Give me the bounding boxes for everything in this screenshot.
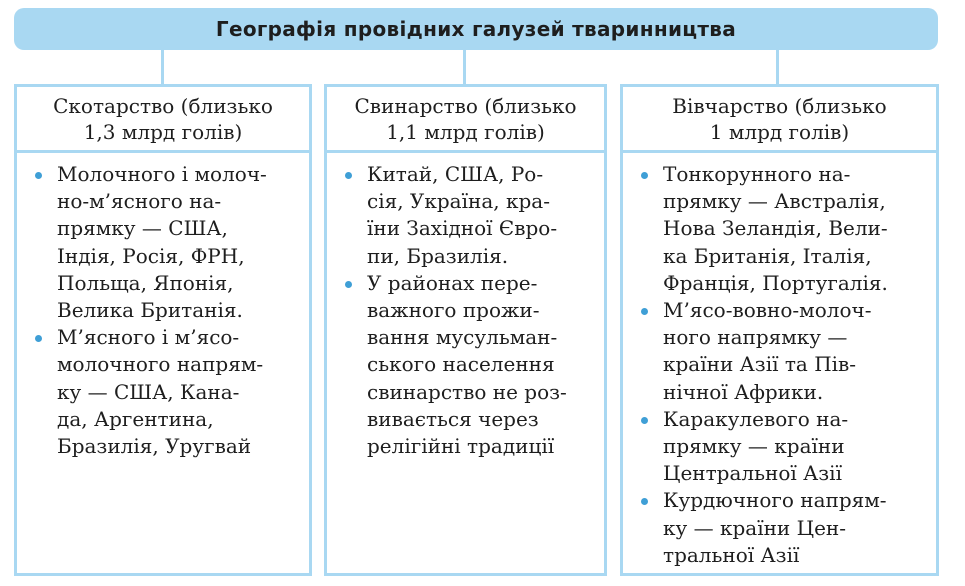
- list-item-line: нічної Африки.: [663, 379, 824, 404]
- column-heading-line: 1,3 млрд голів): [83, 119, 243, 144]
- list-item-line: Центральної Азії: [663, 461, 842, 486]
- column-heading-line: Скотарство (близько: [53, 93, 273, 118]
- list-item-line: Китай, США, Ро-: [367, 162, 544, 186]
- column-heading: [327, 87, 604, 153]
- column-heading-line: Вівчарство (близько: [672, 93, 887, 118]
- list-item-line: У районах пере-: [367, 270, 538, 295]
- list-item-line: М’ясного і м’ясо-: [57, 325, 240, 350]
- list-item-line: прямку — країни: [663, 434, 845, 459]
- list-item: [341, 270, 594, 460]
- list-item-line: Тонкорунного на-: [663, 162, 851, 186]
- column-heading-line: 1,1 млрд голів): [386, 119, 545, 144]
- list-item-line: Польща, Японія,: [57, 270, 234, 295]
- connector-line-1: [161, 50, 164, 84]
- list-item-line: тральної Азії: [663, 542, 800, 567]
- list-item-line: пи, Бразилія.: [367, 243, 509, 268]
- column-heading: [17, 87, 309, 153]
- bullet-dot-icon: [35, 172, 42, 179]
- bullet-dot-icon: [641, 172, 648, 179]
- column-body: [17, 153, 309, 460]
- list-item-line: сія, Україна, кра-: [367, 189, 550, 214]
- list-item-line: Індія, Росія, ФРН,: [57, 243, 245, 268]
- column-sheep: [620, 84, 939, 576]
- connector-line-2: [463, 50, 466, 84]
- column-heading: [623, 87, 936, 153]
- list-item-line: країни Азії та Пів-: [663, 352, 857, 377]
- list-item: [637, 487, 926, 569]
- connector-line-3: [776, 50, 779, 84]
- list-item-line: ку — США, Кана-: [57, 379, 240, 404]
- list-item-line: Бразилія, Уругвай: [57, 434, 252, 459]
- column-heading-line: Свинарство (близько: [354, 93, 577, 118]
- bullet-dot-icon: [641, 308, 648, 315]
- list-item-line: важного прожи-: [367, 298, 540, 323]
- list-item-line: но-м’ясного на-: [57, 189, 222, 214]
- list-item-line: ку — країни Цен-: [663, 515, 846, 540]
- list-item: [637, 297, 926, 406]
- list-item-line: ного напрямку —: [663, 325, 848, 350]
- column-cattle: [14, 84, 312, 576]
- list-item-line: Велика Британія.: [57, 298, 243, 323]
- list-item-line: прямку — Австралія,: [663, 189, 886, 214]
- list-item-line: вивається через: [367, 406, 539, 431]
- list-item: [341, 161, 594, 270]
- list-item-line: молочного напрям-: [57, 352, 264, 377]
- list-item-line: свинарство не роз-: [367, 379, 567, 404]
- list-item-line: Франція, Португалія.: [663, 270, 888, 295]
- list-item-line: прямку — США,: [57, 216, 228, 241]
- list-item-line: Каракулевого на-: [663, 406, 849, 431]
- list-item: [637, 161, 926, 297]
- list-item-line: їни Західної Євро-: [367, 216, 558, 241]
- list-item-line: релігійні традиції: [367, 434, 555, 459]
- bullet-dot-icon: [345, 281, 352, 288]
- list-item-line: ського населення: [367, 352, 555, 377]
- list-item-line: Нова Зеландія, Вели-: [663, 216, 888, 241]
- list-item-line: М’ясо-вовно-молоч-: [663, 298, 872, 323]
- list-item-line: Курдючного напрям-: [663, 488, 887, 513]
- list-item: [31, 161, 299, 324]
- list-item: [637, 406, 926, 488]
- list-item: [31, 324, 299, 460]
- bullet-dot-icon: [345, 172, 352, 179]
- column-body: [327, 153, 604, 460]
- list-item-line: ка Британія, Італія,: [663, 243, 872, 268]
- list-item-line: вання мусульман-: [367, 325, 558, 350]
- bullet-dot-icon: [35, 335, 42, 342]
- column-body: [623, 153, 936, 569]
- column-pigs: [324, 84, 607, 576]
- list-item-line: да, Аргентина,: [57, 406, 214, 431]
- list-item-line: Молочного і молоч-: [57, 162, 267, 186]
- bullet-dot-icon: [641, 417, 648, 424]
- bullet-dot-icon: [641, 498, 648, 505]
- diagram-title: Географія провідних галузей тваринництва: [14, 8, 938, 50]
- column-heading-line: 1 млрд голів): [709, 119, 850, 144]
